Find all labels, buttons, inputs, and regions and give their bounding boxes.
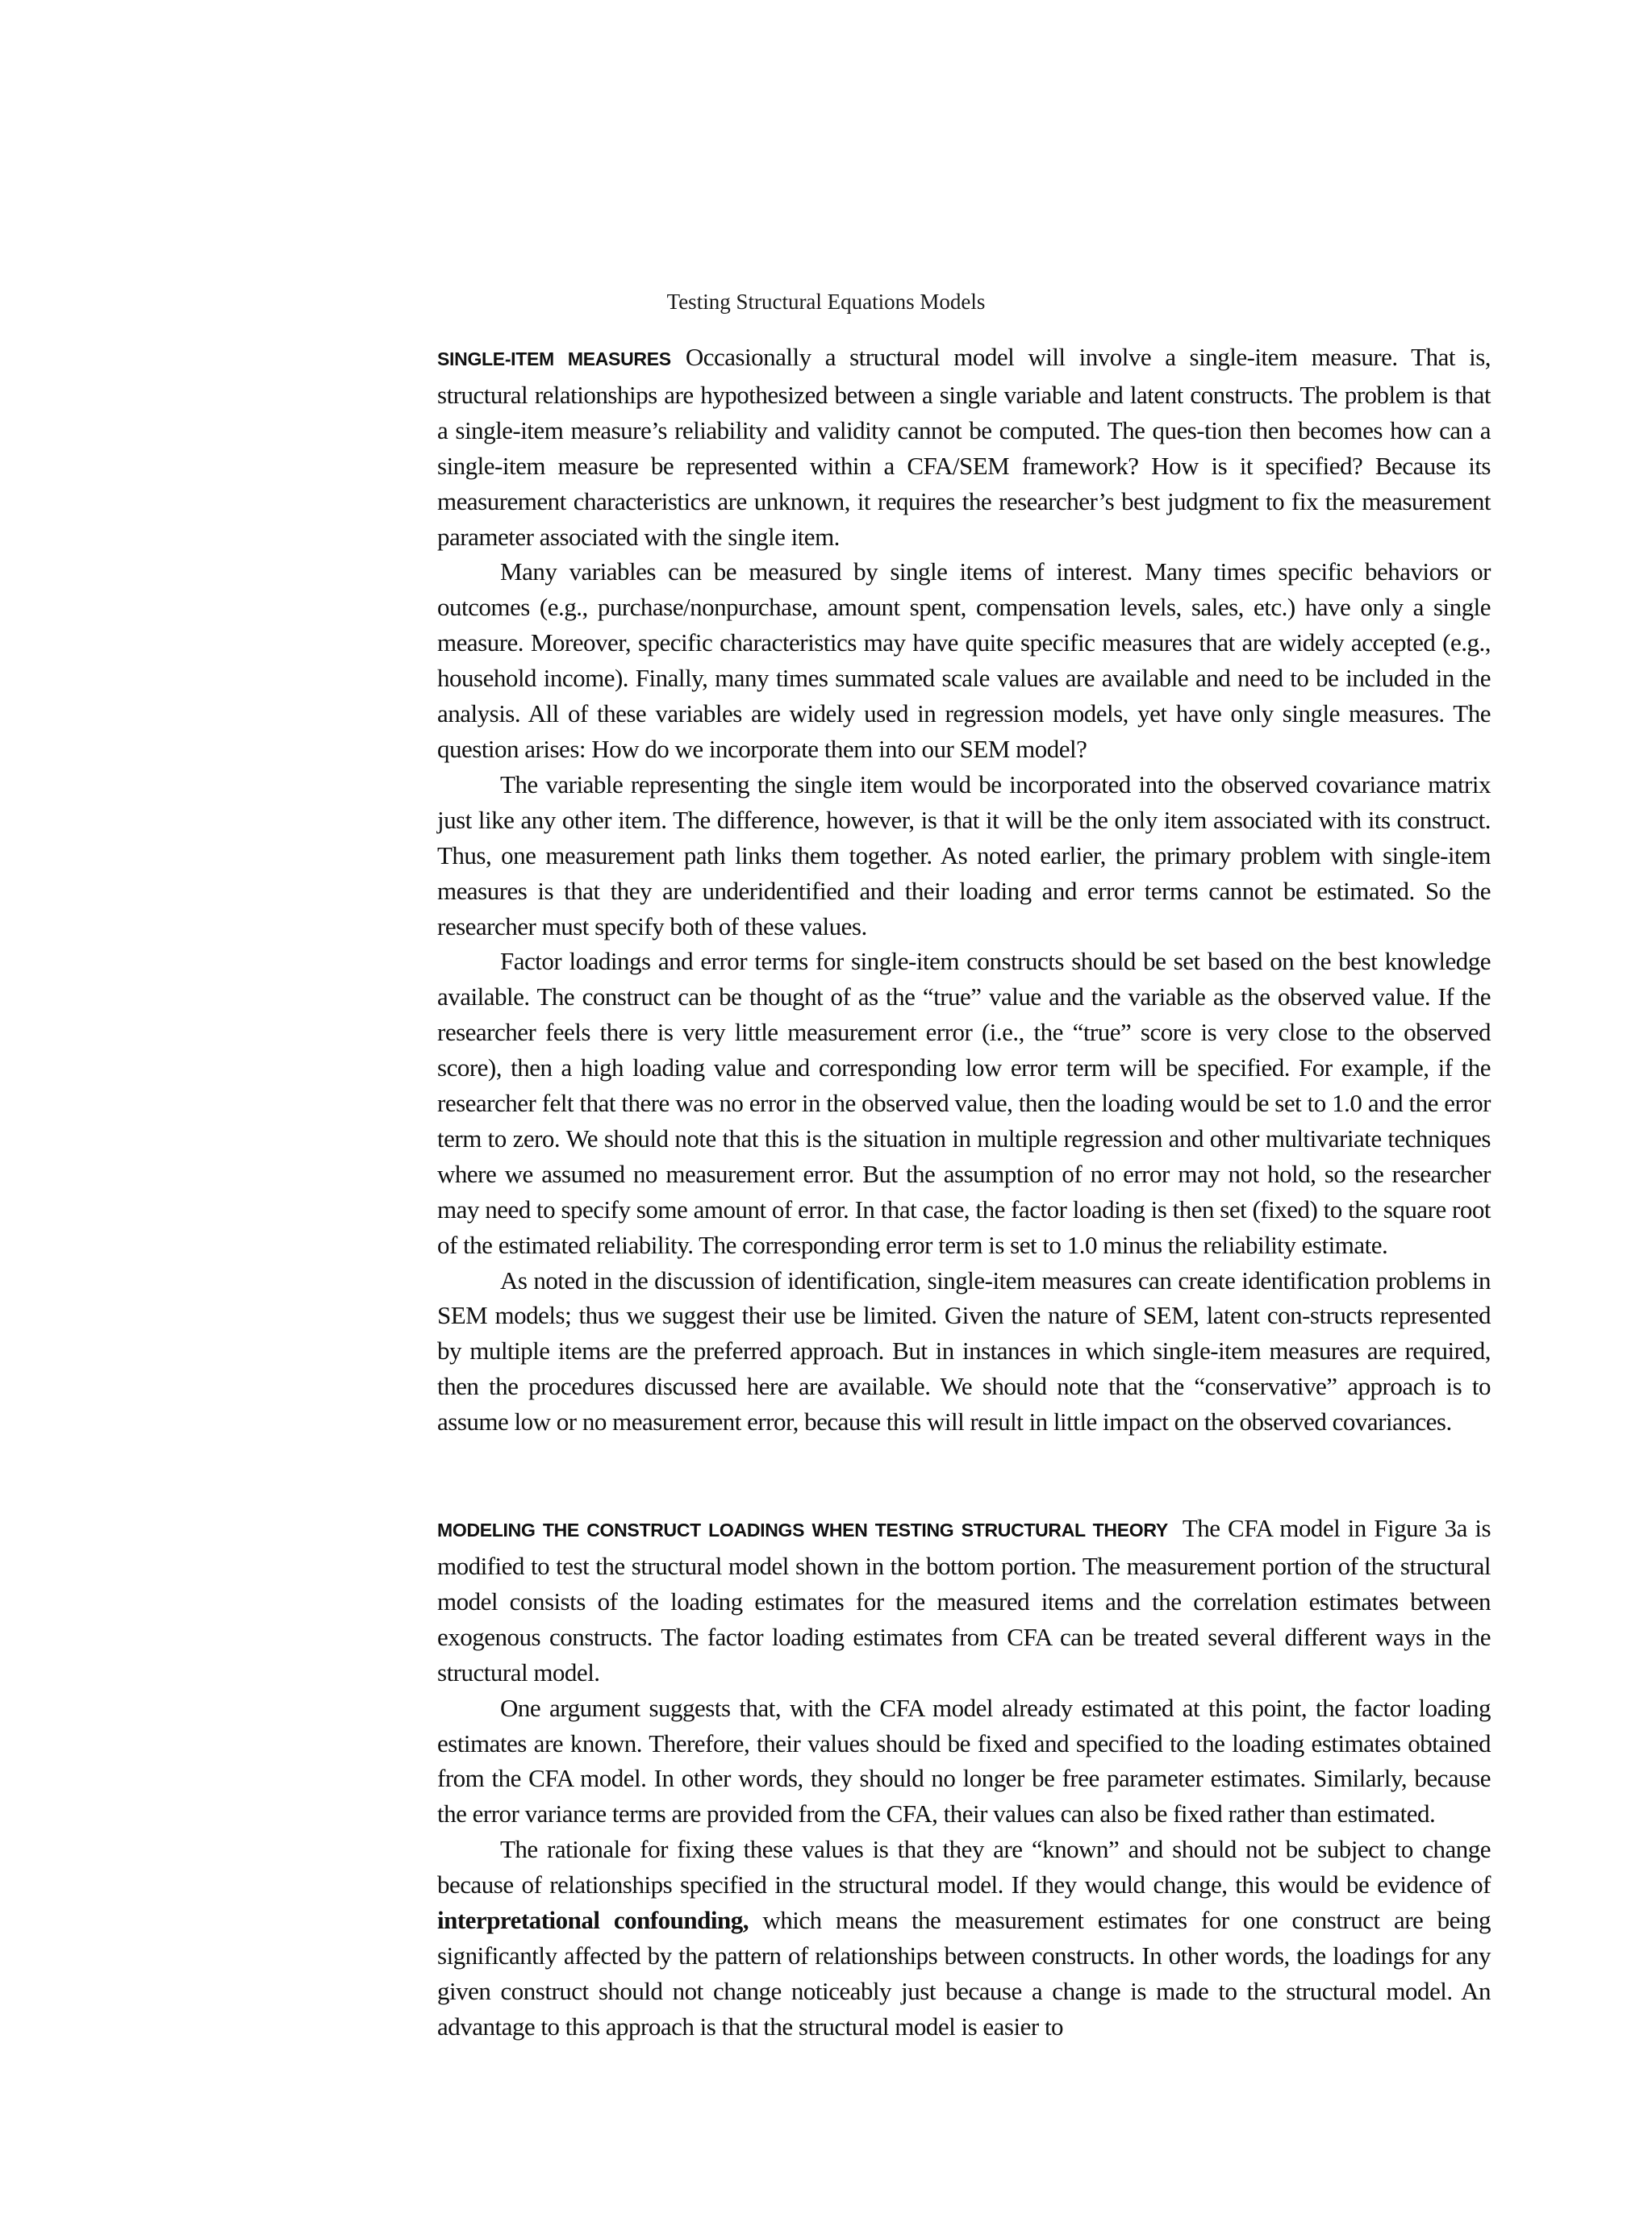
paragraph-text: which means the measurement estimates for one construct are being significantly affected by the pattern of relationships between constructs. In other words, the loadings for any given construct should not change noticeably just because a change is made to the structural model. An advantage to this approach is that the structural model is easier to xyxy=(437,1906,1491,2041)
section-single-item-measures xyxy=(437,340,1491,1440)
section-spacer xyxy=(437,1440,1491,1511)
paragraph-text: The rationale for fixing these values is that they are “known” and should not be subject to change because of relationships specified in the structural model. If they would change, this would be evidence of xyxy=(437,1835,1491,1899)
paragraph: One argument suggests that, with the CFA model already estimated at this point, the factor loading estimates are known. Therefore, their values should be fixed and specified to the loading estimates obtained from the CFA model. In other words, they should no longer be free parameter estimates. Similarly, because the error variance terms are provided from the CFA, their values can also be fixed rather than estimated. xyxy=(437,1693,1491,1828)
paragraph xyxy=(437,1832,1491,2044)
section-heading: SINGLE-ITEM MEASURES xyxy=(437,348,671,369)
paragraph-text: The CFA model in Figure 3a is modified to test the structural model shown in the bottom portion. The measurement portion of the structural model consists of the loading estimates for the measured items and the correlation estimates between exogenous constructs. The factor loading estimates from CFA can be treated several different ways in the structural model. xyxy=(437,1514,1491,1687)
paragraph: Factor loadings and error terms for single-item constructs should be set based on the best knowledge available. The construct can be thought of as the “true” value and the variable as the observed value. If the researcher feels there is very little measurement error (i.e., the “true” score is very close to the observed score), then a high loading value and corresponding low error term will be specified. For example, if the researcher felt that there was no error in the observed value, then the loading would be set to 1.0 and the error term to zero. We should note that this is the situation in multiple regression and other multivariate techniques where we assumed no measurement error. But the assumption of no error may not hold, so the researcher may need to specify some amount of error. In that case, the factor loading is then set (fixed) to the square root of the estimated reliability. The corresponding error term is set to 1.0 minus the reliability estimate. xyxy=(437,947,1491,1259)
running-head: Testing Structural Equations Models xyxy=(666,290,986,314)
paragraph-text: Occasionally a structural model will involve a single-item measure. That is, structural relationships are hypothesized between a single variable and latent constructs. The problem is that a single-item measure’s reliability and validity cannot be computed. The ques-tion then becomes how can a single-item measure be represented within a CFA/SEM framework? How is it specified? Because its measurement characteristics are unknown, it requires the researcher’s best judgment to fix the measurement parameter associated with the single item. xyxy=(437,343,1491,551)
section-heading: MODELING THE CONSTRUCT LOADINGS WHEN TESTING STRUCTURAL THEORY xyxy=(437,1520,1168,1541)
paragraph xyxy=(437,340,1491,554)
paragraph xyxy=(437,1511,1491,1691)
body-text xyxy=(437,340,1491,2045)
section-modeling-construct-loadings xyxy=(437,1511,1491,2045)
paragraph: Many variables can be measured by single items of interest. Many times specific behaviors or outcomes (e.g., purchase/nonpurchase, amount spent, compensation levels, sales, etc.) have only a single measure. Moreover, specific characteristics may have quite specific measures that are widely accepted (e.g., household income). Finally, many times summated scale values are available and need to be included in the analysis. All of these variables are widely used in regression models, yet have only single measures. The question arises: How do we incorporate them into our SEM model? xyxy=(437,557,1491,763)
paragraph: As noted in the discussion of identification, single-item measures can create identification problems in SEM models; thus we suggest their use be limited. Given the nature of SEM, latent con-structs represented by multiple items are the preferred approach. But in instances in which single-item measures are required, then the procedures discussed here are available. We should note that the “conservative” approach is to assume low or no measurement error, because this will result in little impact on the observed covariances. xyxy=(437,1266,1491,1436)
key-term: interpretational confounding, xyxy=(437,1906,749,1935)
paragraph: The variable representing the single item would be incorporated into the observed covariance matrix just like any other item. The difference, however, is that it will be the only item associated with its construct. Thus, one measurement path links them together. As noted earlier, the primary problem with single-item measures is that they are underidentified and their loading and error terms cannot be estimated. So the researcher must specify both of these values. xyxy=(437,769,1491,940)
